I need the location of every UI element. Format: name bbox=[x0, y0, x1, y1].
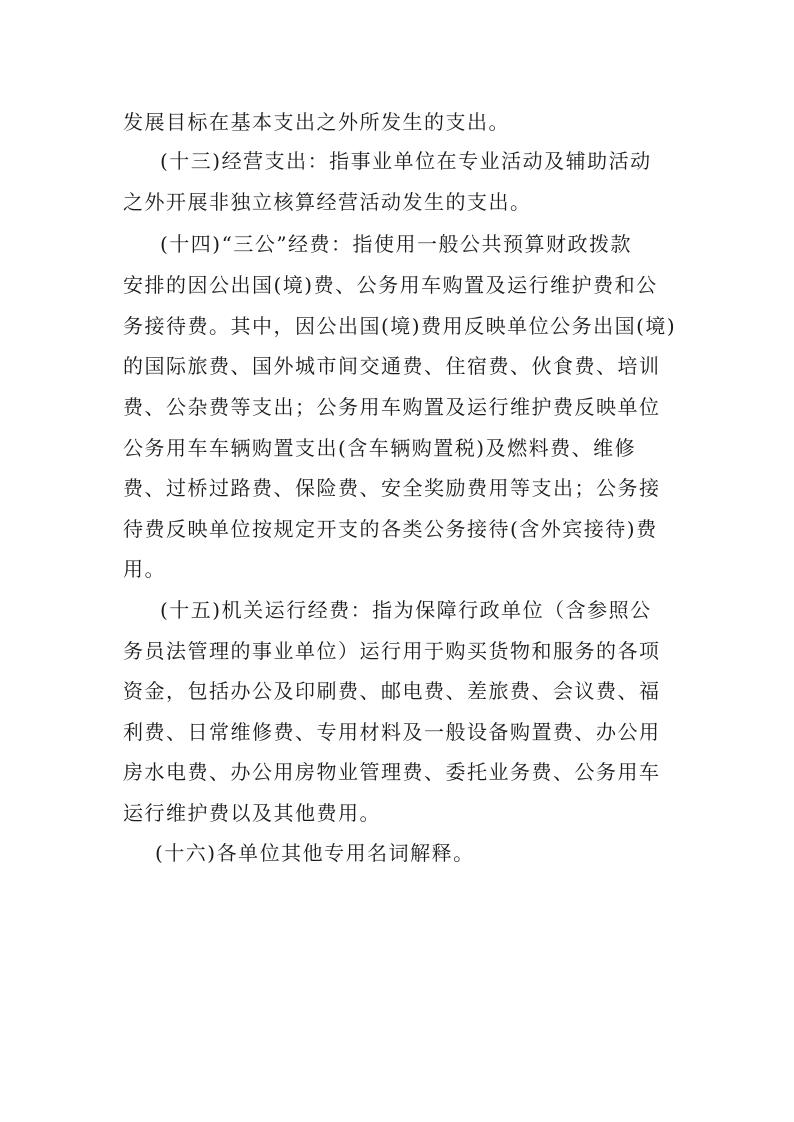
section-16-heading: (十六)各单位其他专用名词解释。 bbox=[155, 841, 475, 865]
text-line-6: 务接待费。其中，因公出国(境)费用反映单位公务出国(境) bbox=[123, 314, 677, 338]
section-15-heading: (十五)机关运行经费：指为保障行政单位（含参照公 bbox=[160, 598, 652, 622]
text-line-17: 房水电费、办公用房物业管理费、委托业务费、公务用车 bbox=[123, 760, 661, 784]
text-line-3: 之外开展非独立核算经营活动发生的支出。 bbox=[123, 190, 532, 214]
text-line-8: 费、公杂费等支出；公务用车购置及运行维护费反映单位 bbox=[123, 395, 661, 419]
text-line-15: 资金，包括办公及印刷费、邮电费、差旅费、会议费、福 bbox=[123, 679, 661, 703]
text-line-9: 公务用车车辆购置支出(含车辆购置税)及燃料费、维修 bbox=[123, 436, 637, 460]
text-line-18: 运行维护费以及其他费用。 bbox=[123, 801, 381, 825]
text-line-7: 的国际旅费、国外城市间交通费、住宿费、伙食费、培训 bbox=[123, 354, 661, 378]
text-line-1: 发展目标在基本支出之外所发生的支出。 bbox=[123, 110, 510, 134]
text-line-12: 用。 bbox=[123, 557, 166, 581]
text-line-14: 务员法管理的事业单位）运行用于购买货物和服务的各项 bbox=[123, 639, 661, 663]
text-line-5: 安排的因公出国(境)费、公务用车购置及运行维护费和公 bbox=[123, 273, 658, 297]
text-line-11: 待费反映单位按规定开支的各类公务接待(含外宾接待)费 bbox=[123, 517, 658, 541]
section-14-heading: (十四)“三公”经费：指使用一般公共预算财政拨款 bbox=[160, 232, 633, 256]
text-line-16: 利费、日常维修费、专用材料及一般设备购置费、办公用 bbox=[123, 720, 661, 744]
text-line-10: 费、过桥过路费、保险费、安全奖励费用等支出；公务接 bbox=[123, 476, 661, 500]
section-13-heading: (十三)经营支出：指事业单位在专业活动及辅助活动 bbox=[160, 149, 652, 173]
